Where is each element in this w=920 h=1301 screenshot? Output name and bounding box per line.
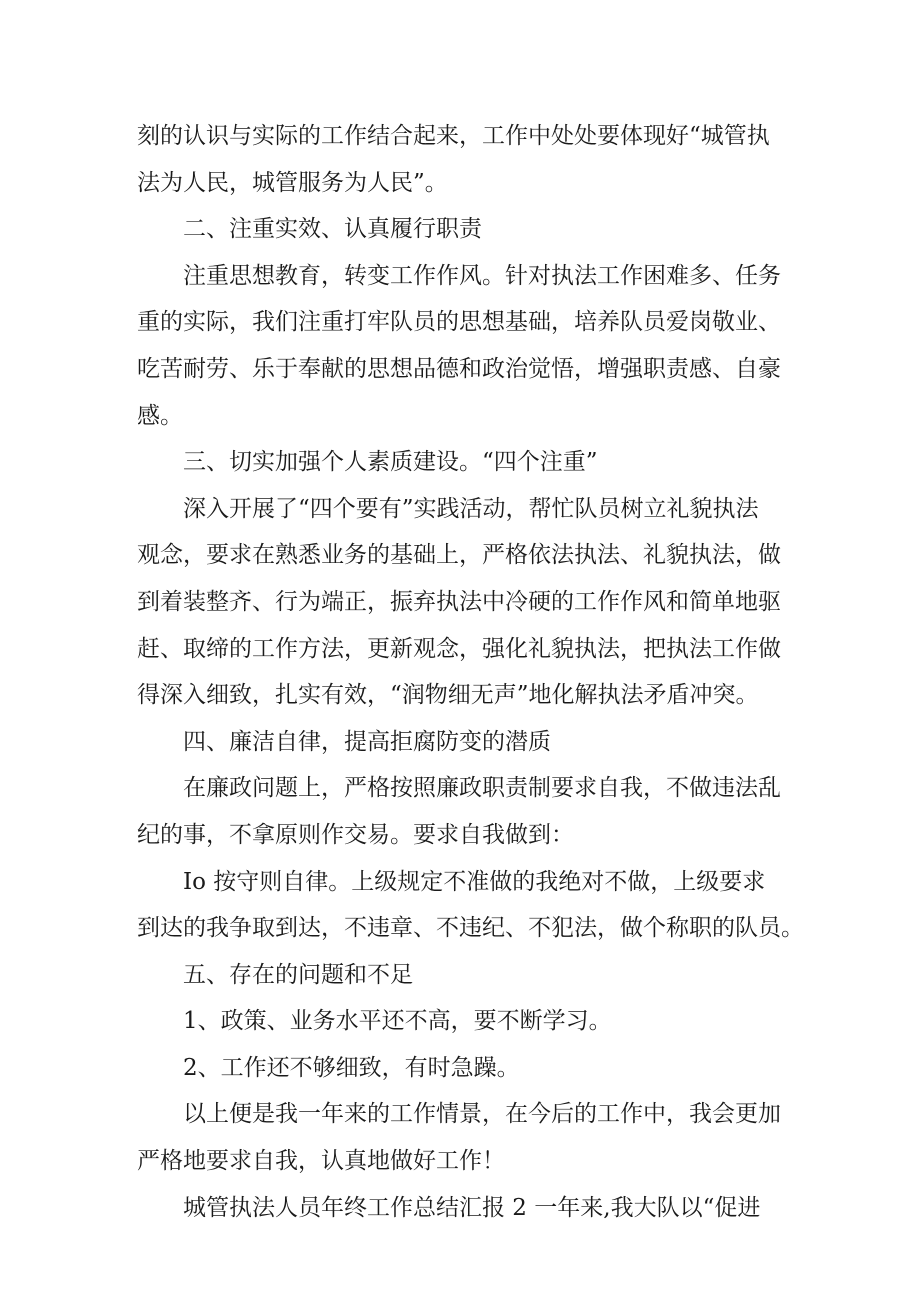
section-heading-3: [137, 439, 797, 486]
list-item-2: [137, 1045, 797, 1092]
paragraph-1: [137, 113, 797, 206]
text-line: 观念，要求在熟悉业务的基础上，严格依法执法、礼貌执法，做: [137, 542, 781, 569]
text-line: 四、廉洁自律，提高拒腐防变的潜质: [183, 728, 551, 755]
text-line: 纪的事，不拿原则作交易。要求自我做到：: [137, 821, 574, 848]
paragraph-12: [137, 1091, 797, 1184]
text-line: 三、切实加强个人素质建设。“四个注重”: [183, 449, 598, 476]
text-line: 1、政策、业务水平还不高，要不断学习。: [183, 1008, 612, 1035]
text-line: 严格地要求自我，认真地做好工作！: [137, 1148, 505, 1175]
document-body: [137, 113, 804, 1231]
paragraph-3: [137, 253, 797, 439]
text-line: 刻的认识与实际的工作结合起来，工作中处处要体现好“城管执: [137, 123, 770, 149]
text-line: 2、工作还不够细致，有时急躁。: [183, 1054, 520, 1081]
section-heading-2: [137, 206, 797, 253]
section-heading-5: [137, 952, 797, 999]
text-line: Io 按守则自律。上级规定不准做的我绝对不做，上级要求: [183, 868, 766, 895]
text-line: 城管执法人员年终工作总结汇报 2 一年来,我大队以“促进: [183, 1194, 761, 1221]
text-line: 法为人民，城管服务为人民”。: [137, 169, 448, 196]
paragraph-13: [137, 1185, 797, 1232]
paragraph-7: [137, 765, 797, 858]
paragraph-8: [137, 859, 804, 952]
text-line: 吃苦耐劳、乐于奉献的思想品德和政治觉悟，增强职责感、自豪: [137, 355, 781, 382]
text-line: 深入开展了“四个要有”实践活动，帮忙队员树立礼貌执法: [183, 495, 759, 522]
text-line: 重的实际，我们注重打牢队员的思想基础，培养队员爱岗敬业、: [137, 309, 781, 336]
list-item-1: [137, 998, 797, 1045]
text-line: 得深入细致，扎实有效，“润物细无声”地化解执法矛盾冲突。: [137, 682, 759, 709]
text-line: 到着装整齐、行为端正，振弃执法中冷硬的工作作风和简单地驱: [137, 588, 781, 615]
text-line: 注重思想教育，转变工作作风。针对执法工作困难多、任务: [183, 262, 781, 289]
section-heading-4: [137, 719, 797, 766]
text-line: 感。: [137, 402, 183, 429]
text-line: 以上便是我一年来的工作情景，在今后的工作中，我会更加: [183, 1101, 781, 1128]
paragraph-5: [137, 486, 797, 719]
text-line: 在廉政问题上，严格按照廉政职责制要求自我，不做违法乱: [183, 775, 781, 802]
text-line: 赶、取缔的工作方法，更新观念，强化礼貌执法，把执法工作做: [137, 635, 781, 662]
text-line: 到达的我争取到达，不违章、不违纪、不犯法，做个称职的队员。: [137, 915, 804, 942]
text-line: 五、存在的问题和不足: [183, 961, 413, 988]
text-line: 二、注重实效、认真履行职责: [183, 216, 482, 243]
